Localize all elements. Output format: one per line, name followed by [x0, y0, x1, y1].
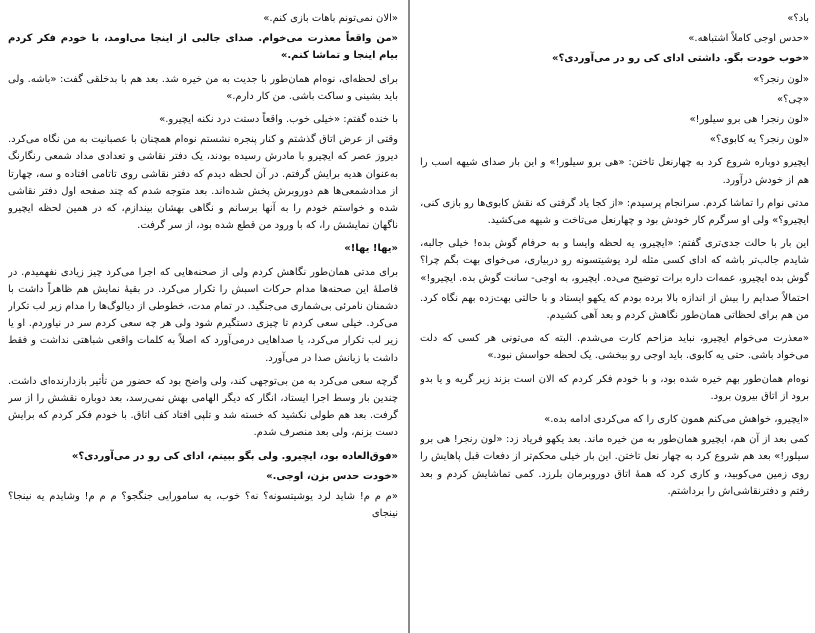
- paragraph: کمی بعد از آن هم، ایچیرو همان‌طور به من خیره ماند. بعد یکهو فریاد زد: «لون رنجر! هی برو سیلور!» بعد هم شروع کرد به چهار نعل تاختن. این بار خیلی محکم‌تر از دفعات قبل پاهایش را روی زمین می‌کوبید، و کاری کرد که همهٔ اتاق دوروبرمان بلرزد. کمی تماشایش کردم و بعد رفتم و دفترنقاشی‌اش را برداشتم.: [420, 434, 809, 497]
- paragraph: «یها! یها!»: [344, 243, 398, 255]
- paragraph: برای لحظه‌ای، نوه‌ام همان‌طور با جدیت به من خیره شد. بعد هم با بدخلقی گفت: «باشه. ولی باید بشینی و ساکت باشی. من کار دارم.»: [8, 73, 398, 102]
- paragraph: ایچیرو دوباره شروع کرد به چهارنعل تاختن: «هی برو سیلور!» و این بار صدای شیهه اسب را هم از خودش درآورد.: [420, 157, 809, 186]
- paragraph: «لون رنجر؟»: [753, 73, 809, 85]
- paragraph: نوه‌ام همان‌طور بهم خیره شده بود، و با خودم فکر کردم که الان است بزند زیر گریه و یا بدو برود از اتاق بیرون برود.: [420, 373, 809, 402]
- paragraph: این بار با حالت جدی‌تری گفتم: «ایچیرو، یه لحظه وایسا و به حرفام گوش بده! خیلی جالبه، شایدم جالب‌تر باشه که ادای کسی مثله لرد یوشیتسونه رو دربیاری، می‌خوای بهت بگم چرا؟ گوش بده ایچیرو، عمه‌ات داره برات توضیح می‌ده. ایچیرو، به اوجی- سانت گوش بده. ایچیرو!»: [420, 238, 809, 284]
- paragraph: «لون رنجر! هی برو سیلور!»: [689, 114, 809, 126]
- paragraph: «حدس اوجی کاملاً اشتباهه.»: [688, 33, 809, 45]
- right-page: [420, 10, 809, 630]
- paragraph: وقتی از عرض اتاق گذشتم و کنار پنجره نشستم نوه‌ام همچنان با عصبانیت به من نگاه می‌کرد. دیروز عصر که ایچیرو با مادرش رسیده بودند، یک دفتر نقاشی و تعدادی مداد شمعی رنگارنگ به‌عنوان هدیه برایش گرفتم. در آن لحظه دیدم که دفتر نقاشی روی تاتامی افتاده و سه، چهارتا از مدادشمعی‌ها هم دوروبرش پخش شده‌اند. بعد متوجه شدم که چند صفحه اول دفتر نقاشی شده و خواستم خودم را به آنها برسانم و نگاهی بهشان بیندازم، که در همین لحظه ایچیرو ناگهان نمایشش را، که با ورود من قطع شده بود، از سر گرفت.: [8, 134, 398, 232]
- page-gutter-divider: [408, 0, 410, 633]
- left-page: [8, 10, 398, 630]
- paragraph: «خوب خودت بگو. داشتی ادای کی رو در می‌آوردی؟»: [552, 53, 809, 65]
- paragraph: با خنده گفتم: «خیلی خوب. واقعاً دستت درد نکنه ایچیرو.»: [159, 114, 398, 126]
- paragraph: «فوق‌العاده بود، ایچیرو. ولی بگو ببینم، ادای کی رو در می‌آوردی؟»: [71, 450, 398, 462]
- paragraph: «خودت حدس بزن، اوجی.»: [266, 470, 398, 482]
- paragraph: «الان نمی‌تونم باهات بازی کنم.»: [263, 13, 398, 24]
- paragraph: «من واقعاً معذرت می‌خوام. صدای جالبی از اینجا می‌اومد، با خودم فکر کردم بیام اینجا و تماشا کنم.»: [8, 33, 398, 62]
- paragraph: احتمالاً صدایم را بیش از اندازه بالا برده بودم که یکهو ایستاد و با حالتی بهت‌زده بهم نگاه کرد. من هم برای لحظاتی همان‌طور نگاهش کردم و بعد آهی کشیدم.: [420, 292, 809, 322]
- paragraph: برای مدتی همان‌طور نگاهش کردم ولی از صحنه‌هایی که اجرا می‌کرد چیز زیادی نفهمیدم. در فاصلهٔ این صحنه‌ها مدام حرکات اسبش را تکرار می‌کرد. در بقیهٔ نمایش هم ظاهراً داشت با دشمنان نامرئی بی‌شماری می‌جنگید. در تمام مدت، خطوطی از دیالوگ‌ها را مدام زیر لب تکرار می‌کرد. خیلی سعی کردم تا چیزی دستگیرم شود ولی هر چه سعی کردم سر در نیاوردم. او یا زیر لب تکرار می‌کرد، یا صداهایی در‌می‌آورد که اصلاً به کلمات واقعی شباهتی نداشت و فقط داشت با زبانش صدا در می‌آورد.: [8, 266, 398, 364]
- paragraph: باد؟»: [787, 13, 809, 24]
- paragraph: گرچه سعی می‌کرد به من بی‌توجهی کند، ولی واضح بود که حضور من تأثیر بازدارنده‌ای داشت. چندین بار وسط اجرا ایستاد، انگار که دیگر الهامی بهش نمی‌رسد، بعد دوباره نقشش را از سر گرفت. بعد هم طولی نکشید که خسته شد و تلپی افتاد کف اتاق. با خودم فکر کردم که برایش دست بزنم، ولی بعد منصرف شدم.: [8, 375, 398, 439]
- paragraph: «م م م! شاید لرد یوشیتسونه؟ نه؟ خوب، یه سامورایی جنگجو؟ م م م! وشایدم یه نینجا؟ نینجای: [8, 491, 398, 520]
- paragraph: «معذرت می‌خوام ایچیرو، نباید مزاحم کارت می‌شدم. البته که می‌تونی هر کسی که دلت می‌خواد باشی. حتی یه کابوی. باید اوجی رو ببخشی. یک لحظه حواسش نبود.»: [420, 333, 809, 362]
- paragraph: مدتی نوام را تماشا کردم. سرانجام پرسیدم: «از کجا یاد گرفتی که نقش کابوی‌ها رو بازی کنی، ایچیرو؟» ولی او سرگرم کار خودش بود و چهارنعل می‌تاخت و شیهه می‌کشید.: [420, 197, 809, 227]
- paragraph: «لون رنجر؟ یه کابوی؟»: [709, 134, 809, 146]
- paragraph: «چی؟»: [776, 93, 809, 105]
- paragraph: «ایچیرو، خواهش می‌کنم همون کاری را که می‌کردی ادامه بده.»: [544, 414, 809, 426]
